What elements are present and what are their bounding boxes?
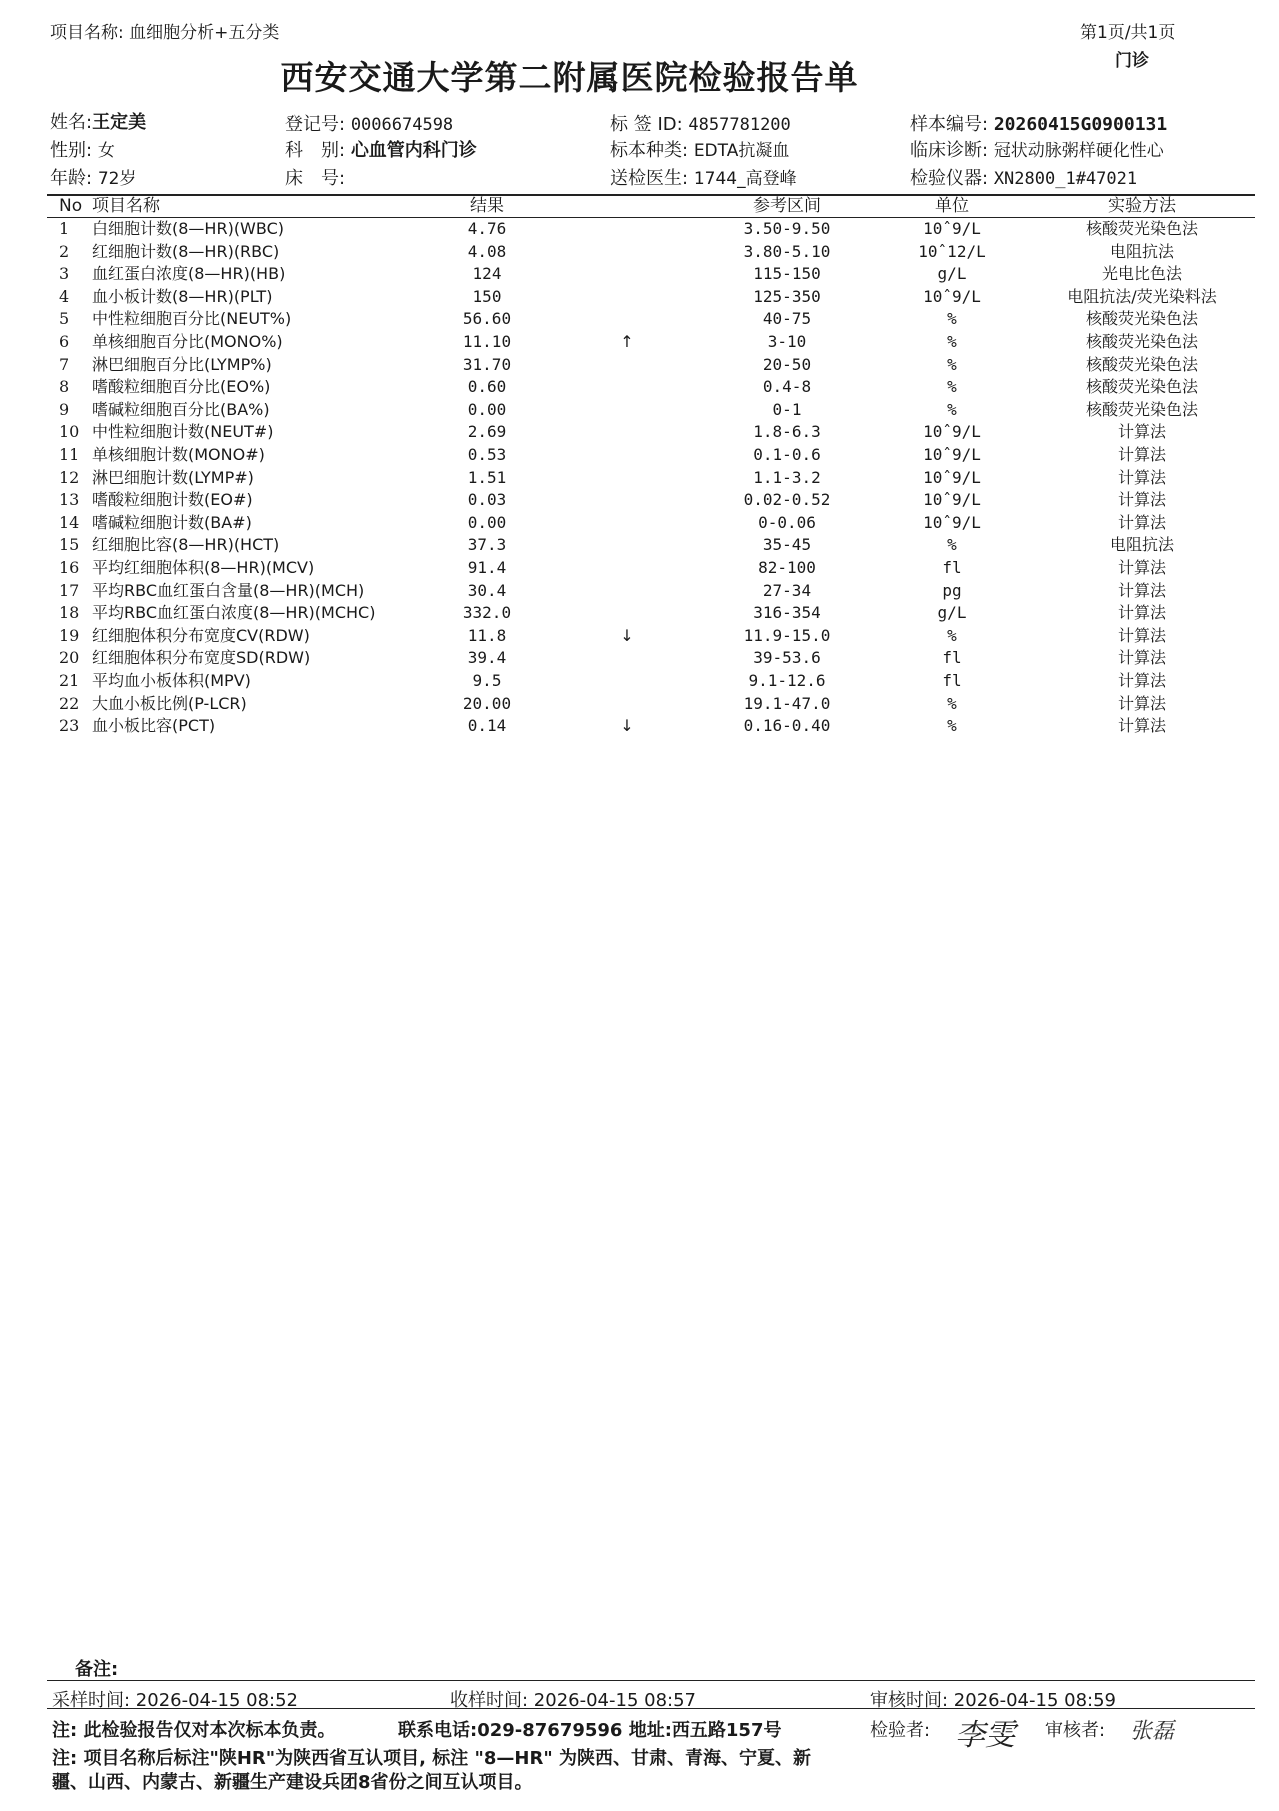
cell-unit: % [947,535,957,555]
cell-result: 20.00 [462,693,512,713]
cell-result: 4.76 [467,219,507,238]
cell-ref: 0.02-0.52 [743,490,831,510]
cell-ref: 40-75 [762,309,812,329]
cell-name: 红细胞体积分布宽度SD(RDW) [92,648,311,668]
cell-method: 计算法 [1117,716,1166,736]
table-row [47,444,1255,467]
col-header-ref: 参考区间 [753,196,821,216]
cell-ref: 0-1 [772,399,802,419]
cell-name: 中性粒细胞计数(NEUT#) [92,422,274,442]
doctor-field [610,164,797,190]
cell-flag: ↓ [620,716,634,736]
cell-no: 18 [59,603,80,623]
cell-name: 红细胞比容(8—HR)(HCT) [92,535,280,555]
cell-flag: ↑ [620,332,634,351]
reviewer-label: 审核者: [1045,1720,1106,1741]
cell-unit: 10ˆ9/L [923,219,981,238]
cell-result: 11.8 [467,625,507,645]
cell-method: 计算法 [1117,467,1166,487]
sex-field [50,136,115,162]
cell-method: 核酸荧光染色法 [1085,399,1198,419]
footer-rule-mid [47,1708,1255,1709]
cell-ref: 3.80-5.10 [743,241,831,261]
cell-ref: 0.16-0.40 [743,716,831,736]
diagnosis-label: 临床诊断: [910,140,989,161]
page-info: 第1页/共1页 [1080,23,1176,43]
cell-method: 计算法 [1117,490,1166,510]
cell-result: 0.53 [467,445,507,464]
collect-time: 采样时间: 2026-04-15 08:52 [52,1690,298,1711]
cell-method: 核酸荧光染色法 [1085,309,1198,329]
cell-no: 4 [59,286,70,306]
table-row [47,421,1255,444]
cell-result: 0.00 [467,399,507,419]
cell-name: 血小板比容(PCT) [92,716,216,736]
specimen-value: EDTA抗凝血 [693,141,790,161]
specimen-field [610,136,789,162]
tag-field [610,110,791,136]
report-title: 西安交通大学第二附属医院检验报告单 [280,58,859,97]
cell-name: 平均RBC血红蛋白含量(8—HR)(MCH) [92,580,365,600]
footer-rule-top [47,1680,1255,1681]
reg-label: 登记号: [285,114,346,135]
cell-result: 0.00 [467,512,507,532]
cell-no: 23 [59,716,80,736]
cell-name: 血小板计数(8—HR)(PLT) [92,286,273,306]
cell-unit: % [947,693,957,713]
cell-method: 计算法 [1117,625,1166,645]
table-row [47,602,1255,625]
cell-ref: 125-350 [753,286,821,306]
cell-name: 中性粒细胞百分比(NEUT%) [92,309,292,329]
mutual-recognition-note-2: 疆、山西、内蒙古、新疆生产建设兵团8省份之间互认项目。 [52,1772,533,1793]
cell-method: 计算法 [1117,558,1166,577]
table-row [47,354,1255,377]
table-row [47,534,1255,557]
cell-method: 核酸荧光染色法 [1085,219,1198,238]
sample-label: 样本编号: [910,114,989,135]
cell-result: 31.70 [462,354,512,374]
col-header-unit: 单位 [935,196,969,216]
remark-label: 备注: [75,1659,119,1680]
table-row [47,557,1255,580]
cell-name: 红细胞体积分布宽度CV(RDW) [92,625,310,645]
dept-value: 心血管内科门诊 [350,140,477,161]
cell-method: 光电比色法 [1101,264,1182,284]
cell-result: 56.60 [462,309,512,329]
table-row [47,241,1255,264]
cell-result: 39.4 [467,648,507,668]
cell-result: 150 [472,286,502,306]
instrument-value: XN2800_1#47021 [993,169,1138,189]
sample-field [910,110,1167,136]
table-row [47,670,1255,693]
cell-ref: 35-45 [762,535,812,555]
report-disclaimer: 注: 此检验报告仅对本次标本负责。 [52,1720,336,1741]
cell-no: 14 [59,512,80,532]
tester-signature: 李雯 [955,1718,1015,1753]
table-row [47,489,1255,512]
cell-no: 21 [59,671,80,690]
item-name-label: 项目名称: 血细胞分析+五分类 [50,23,280,43]
cell-no: 11 [59,445,80,464]
dept-field [285,136,477,162]
cell-no: 5 [59,309,70,329]
cell-name: 嗜碱粒细胞百分比(BA%) [92,399,270,419]
table-row [47,286,1255,309]
cell-unit: % [947,354,957,374]
reg-no: 0006674598 [350,115,454,135]
cell-name: 大血小板比例(P-LCR) [92,693,247,713]
cell-unit: 10ˆ9/L [923,445,981,464]
col-header-no: No [59,196,83,216]
cell-no: 7 [59,354,70,374]
review-time: 审核时间: 2026-04-15 08:59 [870,1690,1116,1711]
cell-unit: g/L [937,264,967,284]
age-label: 年龄: [50,168,93,189]
contact-info: 联系电话:029-87679596 地址:西五路157号 [398,1720,782,1741]
cell-result: 4.08 [467,241,507,261]
cell-method: 电阻抗法 [1109,241,1174,261]
table-row [47,308,1255,331]
tag-id: 4857781200 [688,115,791,135]
cell-name: 单核细胞百分比(MONO%) [92,332,283,351]
cell-result: 124 [472,264,502,284]
cell-no: 8 [59,377,70,397]
diagnosis-value: 冠状动脉粥样硬化性心 [993,141,1164,161]
col-header-result: 结果 [470,196,504,216]
cell-unit: 10ˆ9/L [923,422,981,442]
cell-unit: % [947,309,957,329]
cell-no: 3 [59,264,70,284]
cell-method: 计算法 [1117,445,1166,464]
table-row [47,263,1255,286]
bed-label: 床 号: [285,168,346,189]
table-row [47,693,1255,716]
cell-unit: fl [942,558,962,577]
specimen-label: 标本种类: [610,140,689,161]
visit-type: 门诊 [1115,51,1149,71]
cell-no: 20 [59,648,80,668]
cell-ref: 82-100 [758,558,816,577]
table-row [47,331,1255,354]
diagnosis-field [910,136,1164,162]
doctor-value: 1744_高登峰 [693,169,797,189]
cell-no: 1 [59,219,70,238]
cell-method: 计算法 [1117,693,1166,713]
cell-result: 11.10 [462,332,512,351]
cell-ref: 19.1-47.0 [743,693,831,713]
cell-result: 9.5 [472,671,502,690]
cell-result: 332.0 [462,603,512,623]
cell-unit: fl [942,671,962,690]
cell-unit: 10ˆ9/L [923,467,981,487]
cell-ref: 0-0.06 [758,512,816,532]
cell-ref: 1.1-3.2 [753,467,821,487]
cell-unit: fl [942,648,962,668]
table-row [47,625,1255,648]
cell-method: 核酸荧光染色法 [1085,354,1198,374]
sex-label: 性别: [50,140,93,161]
cell-no: 2 [59,241,70,261]
cell-ref: 1.8-6.3 [753,422,821,442]
cell-ref: 0.4-8 [762,377,812,397]
tester-label: 检验者: [870,1720,931,1741]
table-row [47,647,1255,670]
age-field [50,164,136,190]
patient-age: 72岁 [97,169,137,189]
cell-result: 37.3 [467,535,507,555]
cell-name: 淋巴细胞百分比(LYMP%) [92,354,272,374]
table-row [47,467,1255,490]
cell-unit: 10ˆ9/L [923,512,981,532]
cell-ref: 9.1-12.6 [748,671,826,690]
table-row [47,512,1255,535]
cell-method: 计算法 [1117,603,1166,623]
cell-no: 15 [59,535,80,555]
cell-ref: 115-150 [753,264,821,284]
cell-name: 红细胞计数(8—HR)(RBC) [92,241,280,261]
cell-ref: 11.9-15.0 [743,625,831,645]
cell-unit: % [947,332,957,351]
cell-unit: pg [942,580,962,600]
name-field [50,108,146,134]
cell-ref: 316-354 [753,603,821,623]
cell-no: 10 [59,422,80,442]
col-header-method: 实验方法 [1108,196,1176,216]
cell-name: 血红蛋白浓度(8—HR)(HB) [92,264,286,284]
cell-method: 计算法 [1117,671,1166,690]
cell-method: 计算法 [1117,580,1166,600]
cell-no: 9 [59,399,70,419]
cell-name: 嗜酸粒细胞计数(EO#) [92,490,253,510]
patient-sex: 女 [97,141,115,161]
cell-ref: 39-53.6 [753,648,821,668]
cell-result: 1.51 [467,467,507,487]
cell-result: 91.4 [467,558,507,577]
cell-name: 平均血小板体积(MPV) [92,671,251,690]
cell-method: 核酸荧光染色法 [1085,332,1198,351]
cell-no: 19 [59,625,80,645]
results-table-header [47,195,1255,217]
cell-unit: 10ˆ9/L [923,286,981,306]
reviewer-signature: 张磊 [1130,1719,1175,1744]
mutual-recognition-note-1: 注: 项目名称后标注"陕HR"为陕西省互认项目, 标注 "8—HR" 为陕西、甘肃、青海、宁夏、新 [52,1748,811,1769]
tag-label: 标 签 ID: [610,114,683,135]
patient-name: 王定美 [92,112,147,133]
cell-ref: 20-50 [762,354,812,374]
cell-name: 嗜酸粒细胞百分比(EO%) [92,377,271,397]
cell-name: 嗜碱粒细胞计数(BA#) [92,512,252,532]
cell-method: 计算法 [1117,512,1166,532]
name-label: 姓名: [50,112,93,133]
cell-no: 22 [59,693,80,713]
table-row [47,580,1255,603]
doctor-label: 送检医生: [610,168,689,189]
table-row [47,715,1255,738]
dept-label: 科 别: [285,140,346,161]
cell-name: 白细胞计数(8—HR)(WBC) [92,219,284,238]
sample-no: 20260415G0900131 [993,114,1168,135]
instrument-field [910,164,1137,190]
cell-name: 单核细胞计数(MONO#) [92,445,265,464]
cell-no: 6 [59,332,70,351]
cell-result: 0.03 [467,490,507,510]
cell-name: 平均RBC血红蛋白浓度(8—HR)(MCHC) [92,603,376,623]
cell-ref: 0.1-0.6 [753,445,821,464]
bed-field [285,164,351,190]
cell-ref: 3.50-9.50 [743,219,831,238]
table-row [47,218,1255,241]
instrument-label: 检验仪器: [910,168,989,189]
cell-result: 30.4 [467,580,507,600]
reg-field [285,110,453,136]
cell-name: 淋巴细胞计数(LYMP#) [92,467,254,487]
cell-no: 12 [59,467,80,487]
cell-no: 17 [59,580,80,600]
cell-unit: % [947,716,957,736]
cell-flag: ↓ [620,625,634,645]
cell-method: 计算法 [1117,422,1166,442]
cell-ref: 3-10 [767,332,807,351]
cell-result: 0.60 [467,377,507,397]
cell-unit: 10ˆ12/L [918,241,986,261]
cell-ref: 27-34 [762,580,812,600]
cell-no: 13 [59,490,80,510]
table-row [47,376,1255,399]
cell-method: 核酸荧光染色法 [1085,377,1198,397]
cell-unit: % [947,399,957,419]
table-row [47,399,1255,422]
cell-method: 电阻抗法 [1109,535,1174,555]
cell-no: 16 [59,558,80,577]
col-header-name: 项目名称 [92,196,160,216]
cell-unit: 10ˆ9/L [923,490,981,510]
cell-method: 电阻抗法/荧光染料法 [1067,286,1217,306]
cell-unit: g/L [937,603,967,623]
cell-method: 计算法 [1117,648,1166,668]
cell-unit: % [947,377,957,397]
cell-result: 2.69 [467,422,507,442]
cell-result: 0.14 [467,716,507,736]
receive-time: 收样时间: 2026-04-15 08:57 [450,1690,696,1711]
cell-unit: % [947,625,957,645]
cell-name: 平均红细胞体积(8—HR)(MCV) [92,558,315,577]
